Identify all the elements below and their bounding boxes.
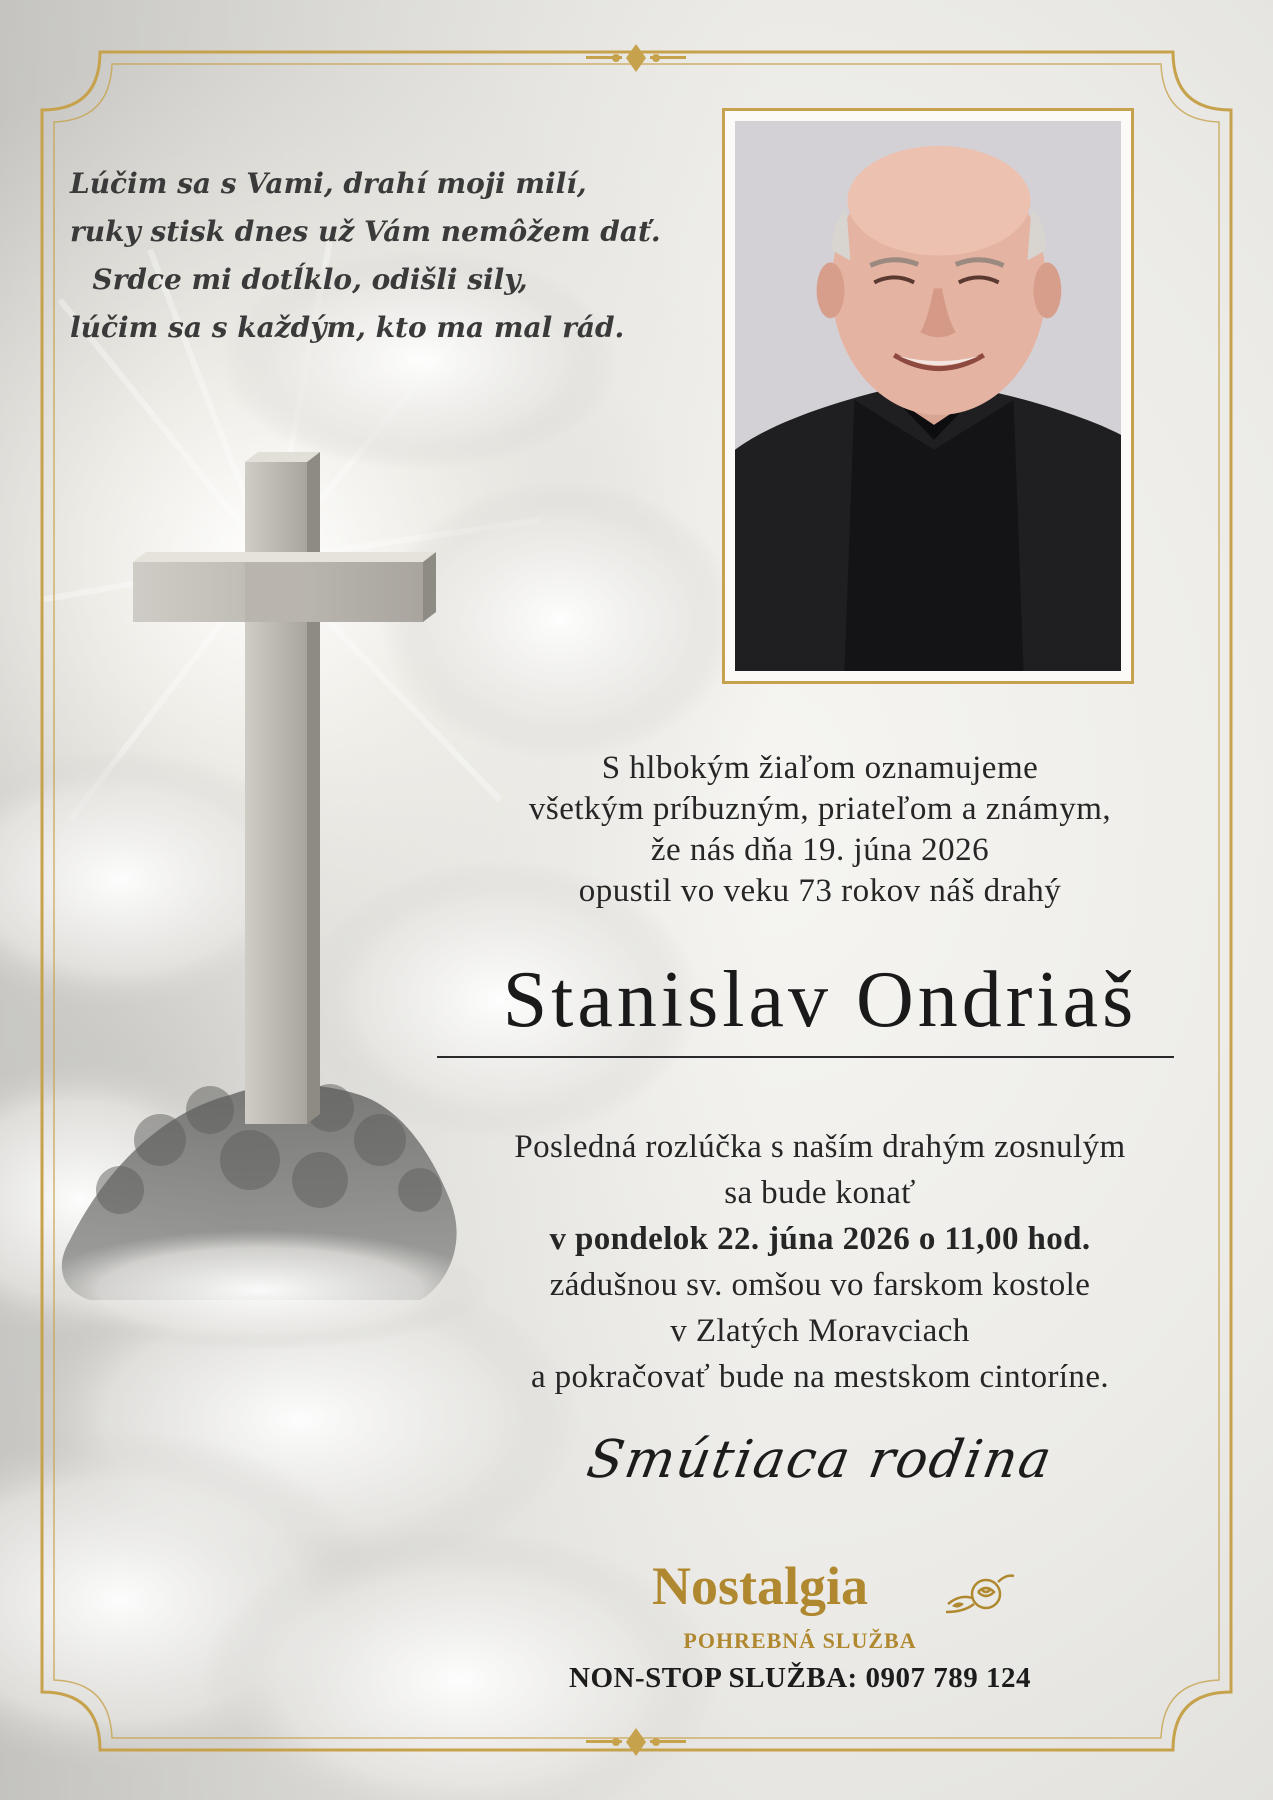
- ceremony-line: zádušnou sv. omšou vo farskom kostole: [549, 1267, 1091, 1303]
- announcement-line: opustil vo veku 73 rokov náš drahý: [578, 873, 1062, 909]
- ceremony-line: a pokračovať bude na mestskom cintoríne.: [530, 1359, 1110, 1395]
- verse-line: Srdce mi dotĺklo, odišli sily,: [92, 263, 528, 296]
- death-announcement: [430, 748, 1210, 912]
- announcement-line: že nás dňa 19. júna 2026: [650, 832, 990, 868]
- ceremony-line: sa bude konať: [724, 1175, 916, 1211]
- funeral-details: [430, 1124, 1210, 1400]
- announcement-line: všetkým príbuzným, priateľom a známym,: [528, 791, 1112, 827]
- name-underline: [437, 1056, 1174, 1058]
- verse-line: lúčim sa s každým, kto ma mal rád.: [70, 311, 625, 344]
- deceased-name: Stanislav Ondriaš: [502, 956, 1138, 1044]
- ceremony-line: Posledná rozlúčka s naším drahým zosnulým: [514, 1129, 1126, 1165]
- funeral-service-name: Nostalgia: [652, 1556, 868, 1616]
- verse-line: ruky stisk dnes už Vám nemôžem dať.: [70, 215, 661, 248]
- rose-icon: [940, 1568, 1020, 1624]
- ceremony-datetime: v pondelok 22. júna 2026 o 11,00 hod.: [549, 1221, 1091, 1257]
- portrait-frame: [722, 108, 1134, 684]
- memorial-verse: [70, 160, 661, 352]
- announcement-line: S hlbokým žiaľom oznamujeme: [601, 750, 1039, 786]
- hotline-number: NON-STOP SLUŽBA: 0907 789 124: [569, 1662, 1031, 1694]
- funeral-service-subtitle: POHREBNÁ SLUŽBA: [683, 1628, 917, 1653]
- verse-line: Lúčim sa s Vami, drahí moji milí,: [70, 167, 587, 200]
- ceremony-line: v Zlatých Moravciach: [670, 1313, 970, 1349]
- portrait-photo: [735, 121, 1121, 671]
- family-signature: Smútiaca rodina: [582, 1430, 1058, 1490]
